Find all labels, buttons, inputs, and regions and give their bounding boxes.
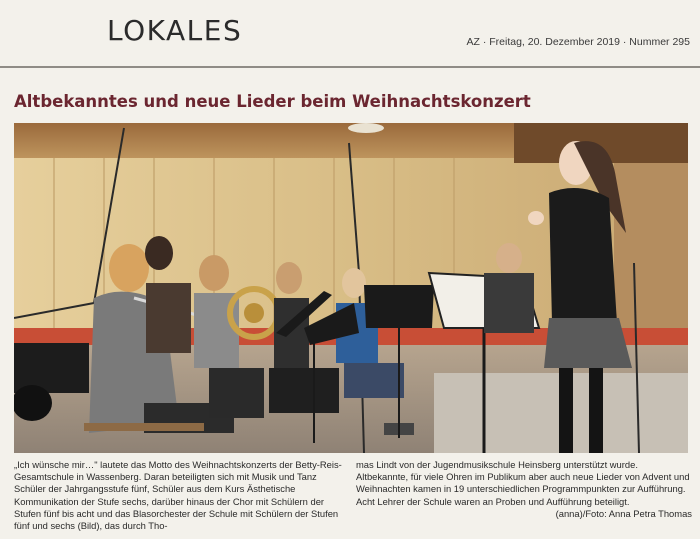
header-divider — [0, 66, 700, 68]
caption-column-2 — [356, 459, 692, 520]
caption-column-1 — [14, 459, 350, 532]
issue-info: AZ · Freitag, 20. Dezember 2019 · Nummer 295 — [466, 36, 690, 48]
article-headline: Altbekanntes und neue Lieder beim Weihnachtskonzert — [14, 92, 531, 111]
section-title: LOKALES — [107, 14, 243, 47]
concert-photo — [14, 123, 688, 453]
caption-text-2: mas Lindt von der Jugendmusikschule Heinsberg unterstützt wurde. Altbekannte, für viele Ohren im Publikum aber auch neue Lieder von Advent und Weihnachten kamen in 19 unterschiedlichen Programmpunkten zur Aufführung. Acht Lehrer der Schule waren an Proben und Aufführung beteiligt. — [356, 459, 690, 507]
photo-credit: (anna)/Foto: Anna Petra Thomas — [555, 507, 692, 519]
caption-text-1: „Ich wünsche mir…" lautete das Motto des Weihnachtskonzerts der Betty-Reis-Gesamtschule in Wassenberg. Daran beteiligten sich mit Musik und Tanz Schüler der Jahrgangsstufe fünf, Schüler aus dem Kurs Ästhetische Kommunikation der Stufe sechs, darüber hinaus der Chor mit Schülern der Stufen fünf bis acht und das Blasorchester der Schule mit Schülern der Stufen fünf und sechs (Bild), das durch Tho- — [14, 459, 342, 532]
